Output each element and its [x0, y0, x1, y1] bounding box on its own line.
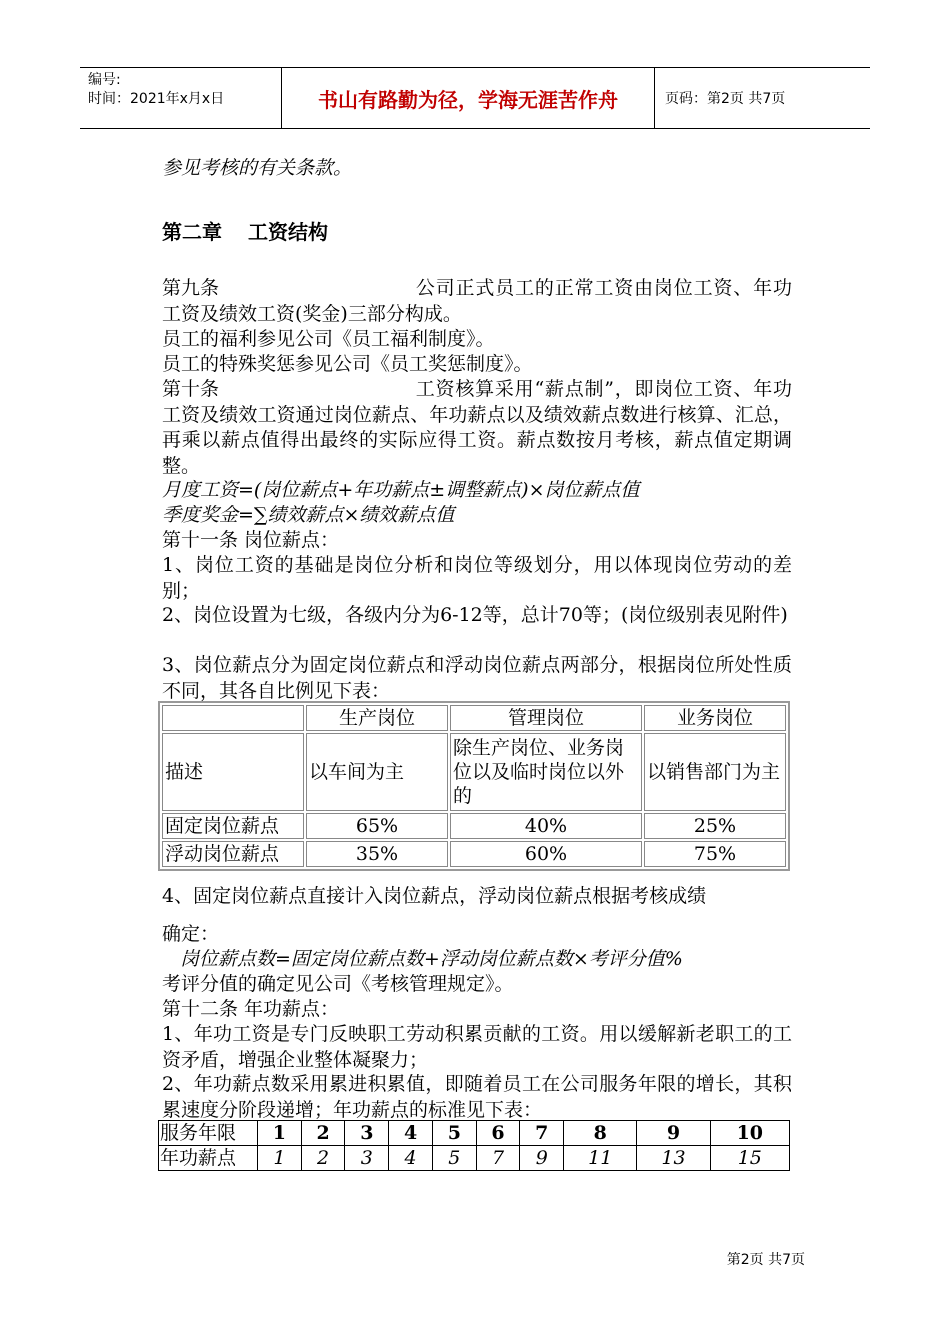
article-11-item-4: 4、固定岗位薪点直接计入岗位薪点，浮动岗位薪点根据考核成绩: [162, 885, 707, 907]
table-cell: 35%: [306, 841, 448, 867]
doc-number-label: 编号:: [88, 72, 121, 88]
table-cell: 3: [345, 1146, 389, 1171]
table-cell: 除生产岗位、业务岗位以及临时岗位以外的: [450, 733, 642, 811]
article-11-item-1: 1、岗位工资的基础是岗位分析和岗位等级划分，用以体现岗位劳动的差别；: [162, 554, 792, 602]
table-cell: 6: [476, 1121, 520, 1146]
table-row-service-years: [159, 1121, 790, 1146]
seniority-points-table: [158, 1120, 790, 1171]
table-cell: 40%: [450, 813, 642, 839]
table-cell: 3: [345, 1121, 389, 1146]
table-cell: 1: [258, 1121, 302, 1146]
table-cell: 5: [432, 1121, 476, 1146]
table-cell: 7: [476, 1146, 520, 1171]
table-row-label: 服务年限: [159, 1121, 258, 1146]
table-row-label: 年功薪点: [159, 1146, 258, 1171]
table-cell: [162, 705, 304, 731]
table-cell: 2: [301, 1121, 345, 1146]
table-header-cell: 管理岗位: [450, 705, 642, 731]
doc-time-label: 时间：2021年x月x日: [88, 91, 225, 107]
table-cell: 9: [637, 1121, 710, 1146]
table-cell: 浮动岗位薪点: [162, 841, 304, 867]
table-cell: 25%: [644, 813, 786, 839]
table-header-row: [162, 705, 786, 731]
table-cell: 60%: [450, 841, 642, 867]
table-cell: 65%: [306, 813, 448, 839]
table-row-seniority-points: [159, 1146, 790, 1171]
table-cell: 固定岗位薪点: [162, 813, 304, 839]
table-cell: 以销售部门为主: [644, 733, 786, 811]
welfare-paragraph: 员工的福利参见公司《员工福利制度》。: [162, 328, 495, 350]
article-10-text: 工资核算采用“薪点制”，即岗位工资、年功工资及绩效工资通过岗位薪点、年功薪点以及绩效薪点数进行核算、汇总，再乘以薪点值得出最终的实际应得工资。薪点数按月考核，薪点值定期调整。: [162, 378, 792, 477]
table-cell: 以车间为主: [306, 733, 448, 811]
article-10-label: 第十条: [162, 378, 220, 400]
article-11-item-2: 2、岗位设置为七级，各级内分为6-12等，总计70等；(岗位级别表见附件): [162, 604, 788, 626]
table-cell: 9: [520, 1146, 564, 1171]
intro-paragraph: 参见考核的有关条款。: [162, 157, 353, 179]
article-11-heading: 第十一条 岗位薪点：: [162, 529, 340, 551]
table-cell: 10: [710, 1121, 789, 1146]
article-9-label: 第九条: [162, 277, 220, 299]
score-paragraph: 考评分值的确定见公司《考核管理规定》。: [162, 973, 514, 995]
table-row: [162, 813, 786, 839]
chapter-number: 第二章: [162, 220, 222, 244]
reward-paragraph: 员工的特殊奖惩参见公司《员工奖惩制度》。: [162, 353, 533, 375]
table-cell: 11: [564, 1146, 637, 1171]
table-cell: 13: [637, 1146, 710, 1171]
article-10: [162, 377, 792, 479]
article-11-item-3: 3、岗位薪点分为固定岗位薪点和浮动岗位薪点两部分，根据岗位所处性质不同，其各自比例见下表：: [162, 654, 792, 702]
table-cell: 7: [520, 1121, 564, 1146]
formula-quarterly-bonus: 季度奖金=∑绩效薪点×绩效薪点值: [162, 504, 455, 526]
table-header-cell: 业务岗位: [644, 705, 786, 731]
table-cell: 5: [432, 1146, 476, 1171]
chapter-heading: [162, 216, 328, 245]
formula-post-points: 岗位薪点数=固定岗位薪点数+浮动岗位薪点数×考评分值%: [180, 948, 683, 970]
article-12-item-2: 2、年功薪点数采用累进积累值，即随着员工在公司服务年限的增长，其积累速度分阶段递增；年功薪点的标准见下表：: [162, 1073, 792, 1121]
table-cell: 75%: [644, 841, 786, 867]
table-cell: 15: [710, 1146, 789, 1171]
formula-monthly-salary: 月度工资=(岗位薪点+年功薪点±调整薪点)×岗位薪点值: [162, 479, 640, 501]
table-cell: 描述: [162, 733, 304, 811]
table-cell: 4: [389, 1146, 433, 1171]
header-motto: 书山有路勤为径，学海无涯苦作舟: [282, 68, 655, 128]
article-12-item-1: 1、年功工资是专门反映职工劳动积累贡献的工资。用以缓解新老职工的工资矛盾，增强企业整体凝聚力；: [162, 1023, 792, 1071]
table-cell: 4: [389, 1121, 433, 1146]
table-header-cell: 生产岗位: [306, 705, 448, 731]
table-row: [162, 733, 786, 811]
table-cell: 2: [301, 1146, 345, 1171]
chapter-title: 工资结构: [248, 220, 328, 244]
article-12-heading: 第十二条 年功薪点：: [162, 998, 340, 1020]
article-9: [162, 276, 792, 327]
article-11-item-4-cont: 确定：: [162, 923, 220, 945]
article-9-text: 公司正式员工的正常工资由岗位工资、年功工资及绩效工资(奖金)三部分构成。: [162, 277, 792, 325]
page-footer: 第2页 共7页: [726, 1252, 805, 1268]
table-cell: 8: [564, 1121, 637, 1146]
table-cell: 1: [258, 1146, 302, 1171]
page-header: [80, 67, 870, 129]
header-page-number: 页码：第2页 共7页: [665, 91, 786, 107]
table-row: [162, 841, 786, 867]
header-meta: [80, 68, 282, 128]
post-points-ratio-table: [158, 701, 790, 871]
